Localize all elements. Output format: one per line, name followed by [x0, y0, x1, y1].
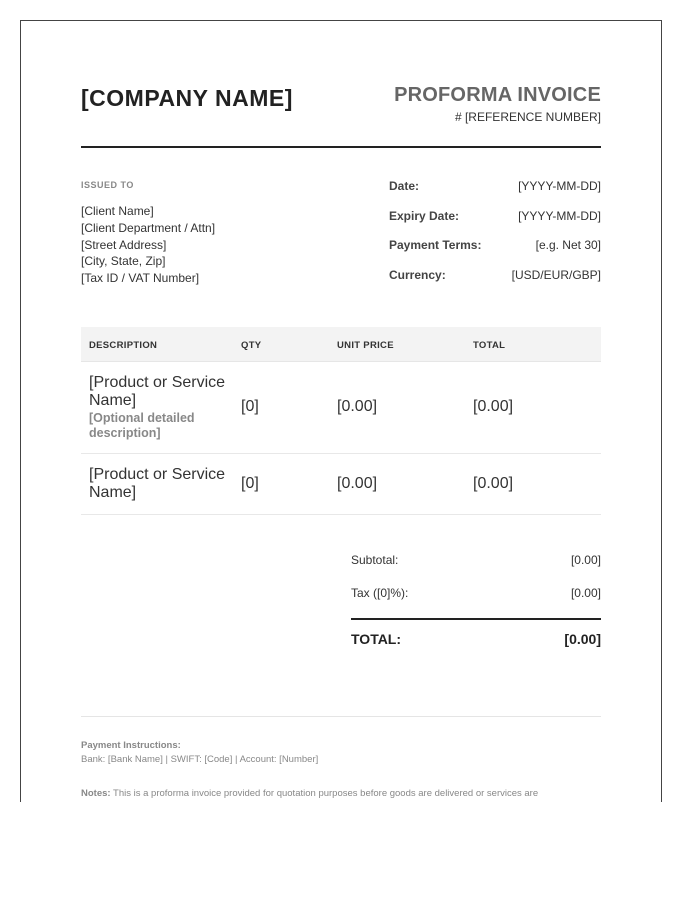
company-name: [COMPANY NAME]	[81, 85, 293, 111]
invoice-page	[20, 20, 662, 802]
invoice-content	[81, 21, 601, 802]
invoice-meta	[389, 174, 601, 292]
notes	[81, 788, 601, 799]
grand-total-label: TOTAL:	[351, 631, 402, 647]
issued-to-label: ISSUED TO	[81, 180, 134, 190]
payment-instructions-text: Bank: [Bank Name] | SWIFT: [Code] | Account: [Number]	[81, 754, 319, 765]
item-total: [0.00]	[473, 398, 514, 415]
notes-label: Notes:	[81, 788, 111, 799]
meta-value: [YYYY-MM-DD]	[518, 208, 601, 223]
meta-row-date	[389, 174, 601, 204]
item-unit-price: [0.00]	[337, 475, 378, 492]
client-street: [Street Address]	[81, 237, 167, 252]
line-items-table	[81, 327, 601, 515]
table-row	[81, 362, 601, 454]
grand-total-value: [0.00]	[564, 631, 601, 647]
item-qty: [0]	[241, 398, 259, 415]
client-department: [Client Department / Attn]	[81, 220, 216, 235]
meta-label: Currency:	[389, 267, 446, 282]
column-header-qty: QTY	[241, 340, 262, 351]
total-divider	[351, 618, 601, 620]
footer-divider	[81, 716, 601, 717]
client-address	[81, 203, 215, 287]
meta-label: Payment Terms:	[389, 238, 482, 252]
meta-value: [USD/EUR/GBP]	[511, 267, 601, 282]
column-header-description: DESCRIPTION	[89, 340, 158, 351]
item-name: [Product or Service Name]	[89, 374, 226, 409]
meta-value: [e.g. Net 30]	[535, 238, 601, 252]
totals-block	[351, 549, 601, 615]
client-name: [Client Name]	[81, 204, 154, 218]
item-description-cell	[89, 466, 229, 502]
reference-number: # [REFERENCE NUMBER]	[454, 110, 601, 124]
tax-value: [0.00]	[570, 586, 601, 600]
item-detail: [Optional detailed description]	[89, 411, 195, 440]
item-description-cell	[89, 374, 229, 441]
payment-instructions-label: Payment Instructions:	[81, 740, 181, 751]
meta-row-terms	[389, 233, 601, 263]
item-qty: [0]	[241, 475, 259, 492]
subtotal-label: Subtotal:	[351, 553, 399, 567]
client-city: [City, State, Zip]	[81, 254, 166, 269]
meta-label: Date:	[389, 179, 420, 193]
column-header-unit-price: UNIT PRICE	[337, 340, 394, 351]
item-name: [Product or Service Name]	[89, 466, 226, 501]
item-unit-price: [0.00]	[337, 398, 378, 415]
table-row	[81, 454, 601, 515]
notes-text: This is a proforma invoice provided for quotation purposes before goods are delivered or services are	[110, 788, 539, 799]
item-total: [0.00]	[473, 475, 514, 492]
table-header	[81, 327, 601, 362]
meta-value: [YYYY-MM-DD]	[518, 179, 601, 193]
meta-row-expiry	[389, 204, 601, 234]
tax-row	[351, 582, 601, 615]
meta-row-currency	[389, 263, 601, 293]
document-title: PROFORMA INVOICE	[394, 84, 601, 106]
header-divider	[81, 146, 601, 148]
column-header-total: TOTAL	[473, 340, 506, 351]
tax-label: Tax ([0]%):	[351, 586, 409, 600]
client-tax-id: [Tax ID / VAT Number]	[81, 271, 200, 286]
subtotal-value: [0.00]	[570, 553, 601, 567]
grand-total-row	[351, 631, 601, 651]
meta-label: Expiry Date:	[389, 208, 460, 223]
subtotal-row	[351, 549, 601, 582]
